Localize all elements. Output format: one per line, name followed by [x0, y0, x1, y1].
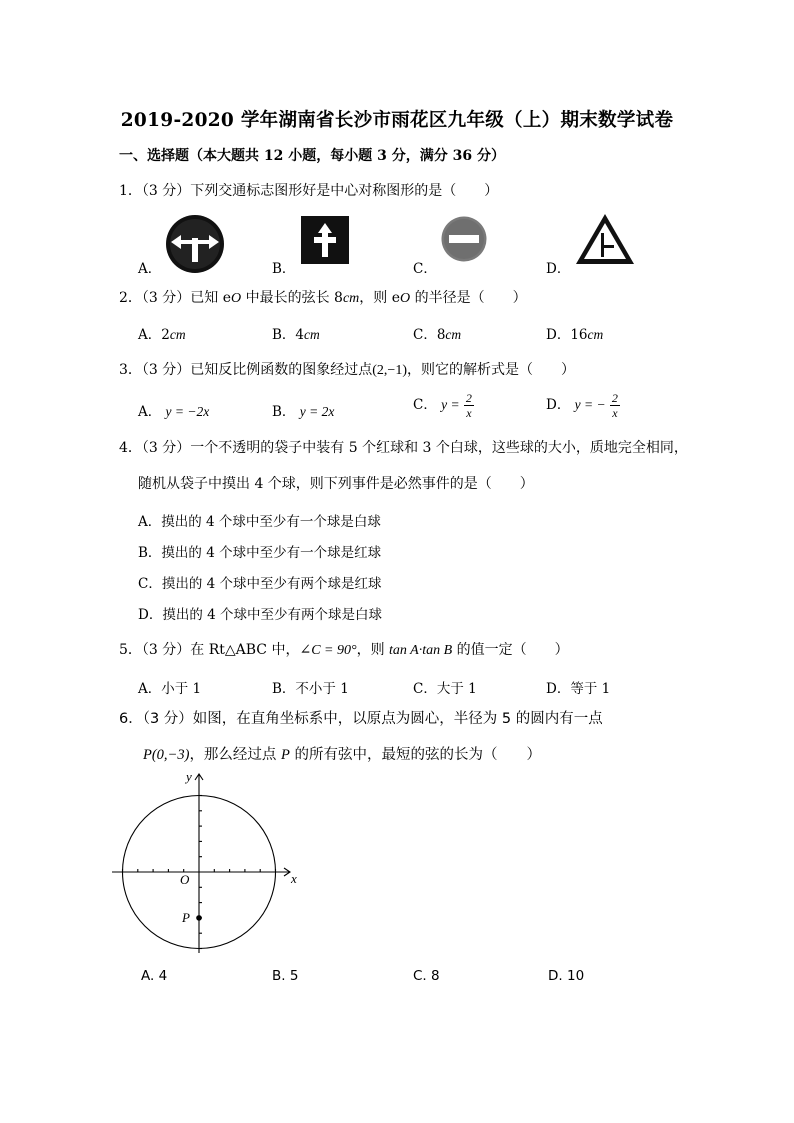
point-p-dot — [196, 915, 202, 921]
q2-option-b — [272, 323, 320, 343]
q5-stem-part: 5．（3 分）在 Rt△ABC 中， — [119, 642, 300, 658]
q2-stem-part: 2．（3 分）已知 e — [119, 290, 231, 306]
unit-cm: cm — [342, 291, 360, 306]
q3-option-d — [546, 392, 620, 419]
question-4-stem-line2: 随机从袋子中摸出 4 个球，则下列事件是必然事件的是（ ） — [138, 476, 534, 492]
q6-stem-part: 的所有弦中，最短的弦的长为（ ） — [289, 747, 542, 763]
fraction — [610, 392, 620, 419]
y-axis-label: y — [186, 769, 192, 784]
q5-option-b: B．不小于 1 — [272, 681, 349, 697]
fraction-denominator: x — [612, 406, 618, 420]
q3-option-d-label: D． — [546, 397, 571, 413]
q3-option-c-label: C． — [413, 397, 437, 413]
point-p-label: P — [182, 909, 190, 925]
q5-angle: ∠C = 90° — [299, 643, 357, 658]
question-6-stem-line1: 6．（3 分）如图，在直角坐标系中，以原点为圆心，半径为 5 的圆内有一点 — [119, 711, 603, 727]
q2-option-d — [546, 323, 603, 343]
q4-option-a: A．摸出的 4 个球中至少有一个球是白球 — [138, 514, 381, 530]
q3-option-b-expr: y = 2x — [299, 404, 335, 419]
fraction — [464, 392, 474, 419]
q2-option-a-value: A．2 — [138, 327, 170, 343]
fraction-numerator: 2 — [611, 391, 618, 405]
q1-option-a-label: A． — [138, 261, 162, 277]
unit-cm: cm — [587, 327, 604, 342]
page-title: 2019-2020 学年湖南省长沙市雨花区九年级（上）期末数学试卷 — [120, 110, 674, 131]
q3-point: (2,−1) — [372, 363, 407, 378]
junction-warning-triangle-icon — [574, 212, 636, 266]
q1-option-b-label: B． — [272, 261, 296, 277]
q5-option-c: C．大于 1 — [413, 681, 477, 697]
coordinate-circle-figure — [112, 768, 302, 958]
q1-option-d-label: D． — [546, 261, 571, 277]
circle-o-symbol: O — [400, 291, 411, 306]
q2-stem-part: ，则 e — [359, 290, 401, 306]
q3-stem-part: ，则它的解析式是（ ） — [407, 362, 575, 378]
q6-point-symbol: P — [281, 747, 290, 763]
q4-option-d: D．摸出的 4 个球中至少有两个球是白球 — [138, 607, 382, 623]
question-1-stem: 1．（3 分）下列交通标志图形好是中心对称图形的是（ ） — [119, 183, 499, 199]
q4-option-c: C．摸出的 4 个球中至少有两个球是红球 — [138, 576, 382, 592]
unit-cm: cm — [304, 327, 320, 342]
q2-option-d-value: D．16 — [546, 327, 588, 343]
q6-option-d: D. 10 — [548, 968, 585, 984]
cross-arrow-square-sign-icon — [301, 216, 349, 264]
question-2-stem — [119, 287, 527, 307]
no-entry-sign-icon — [441, 216, 487, 262]
q3-option-a-expr: y = −2x — [165, 404, 210, 419]
section-heading: 一、选择题（本大题共 12 小题，每小题 3 分，满分 36 分） — [119, 148, 505, 164]
q3-option-a — [138, 400, 209, 420]
q6-option-b: B. 5 — [272, 968, 299, 984]
q5-stem-part: ，则 — [356, 642, 390, 658]
q2-stem-part: 的半径是（ ） — [410, 290, 527, 306]
q3-option-c — [413, 392, 474, 419]
q5-option-d: D．等于 1 — [546, 681, 611, 697]
q5-tan-expression: tan A·tan B — [389, 643, 453, 658]
x-axis-label: x — [291, 871, 297, 886]
unit-cm: cm — [445, 327, 462, 342]
q4-option-b: B．摸出的 4 个球中至少有一个球是红球 — [138, 545, 382, 561]
q6-stem-part: ，那么经过点 — [189, 747, 282, 763]
fraction-numerator: 2 — [465, 391, 472, 405]
q2-option-c — [413, 323, 461, 343]
q6-option-c: C. 8 — [413, 968, 440, 984]
q2-option-a — [138, 323, 186, 343]
q3-option-b-label: B． — [272, 404, 296, 420]
q3-option-c-lhs: y = — [441, 397, 460, 412]
question-3-stem — [119, 359, 575, 379]
fraction-denominator: x — [466, 406, 472, 420]
q6-option-a: A. 4 — [141, 968, 168, 984]
q2-stem-part: 中最长的弦长 8 — [241, 290, 343, 306]
q3-option-a-label: A． — [138, 404, 162, 420]
q6-point: P(0,−3) — [143, 747, 190, 763]
question-6-stem-line2 — [143, 743, 541, 764]
q5-option-a: A．小于 1 — [138, 681, 202, 697]
turn-left-right-sign-icon — [163, 214, 227, 274]
question-4-stem-line1: 4．（3 分）一个不透明的袋子中装有 5 个红球和 3 个白球，这些球的大小，质地完全相同， — [119, 440, 688, 456]
origin-label: O — [180, 872, 190, 887]
unit-cm: cm — [169, 327, 186, 342]
q3-stem-part: 3．（3 分）已知反比例函数的图象经过点 — [119, 362, 373, 378]
q3-option-d-lhs: y = − — [574, 397, 606, 412]
circle-o-symbol: O — [231, 291, 242, 306]
q2-option-c-value: C．8 — [413, 327, 446, 343]
q1-option-c-label: C． — [413, 261, 437, 277]
q2-option-b-value: B．4 — [272, 327, 305, 343]
q3-option-b — [272, 400, 334, 420]
q5-stem-part: 的值一定（ ） — [452, 642, 569, 658]
question-5-stem — [119, 639, 569, 659]
